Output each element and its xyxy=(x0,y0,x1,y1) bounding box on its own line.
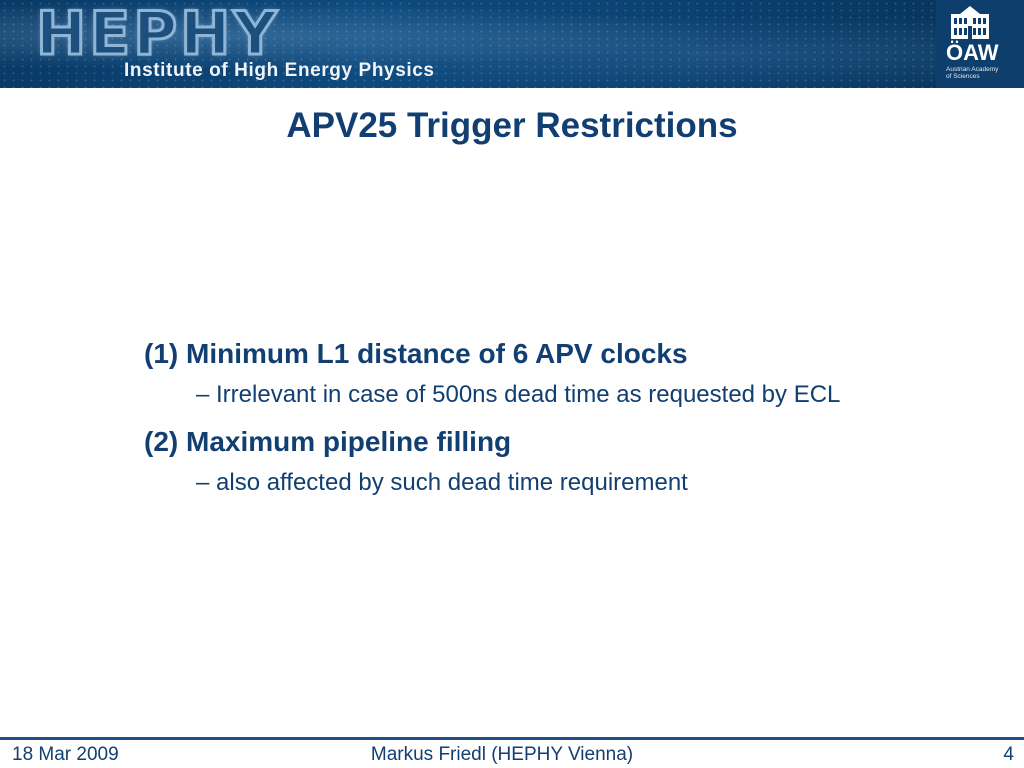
academy-name-line1: Austrian Academy xyxy=(946,66,999,73)
hephy-logo: HEPHY xyxy=(36,0,280,69)
header-banner xyxy=(0,0,1024,88)
oaw-wordmark: ÖAW xyxy=(946,40,999,65)
institute-name: Institute of High Energy Physics xyxy=(124,60,435,81)
slide-content xyxy=(144,334,884,500)
restriction-item-1: (1) Minimum L1 distance of 6 APV clocks xyxy=(144,338,688,369)
academy-name xyxy=(946,66,1020,80)
footer-author: Markus Friedl (HEPHY Vienna) xyxy=(370,744,634,765)
restriction-item-2-detail: – also affected by such dead time requirement xyxy=(196,469,688,496)
footer-date: 18 Mar 2009 xyxy=(12,744,119,765)
oaw-logo xyxy=(936,0,1024,88)
footer xyxy=(0,743,1024,767)
restriction-item-1-detail: – Irrelevant in case of 500ns dead time as requested by ECL xyxy=(196,381,841,408)
slide-title: APV25 Trigger Restrictions xyxy=(286,106,738,145)
page-number: 4 xyxy=(1003,744,1014,765)
academy-building-icon xyxy=(950,4,990,40)
restriction-item-2: (2) Maximum pipeline filling xyxy=(144,426,512,457)
footer-rule xyxy=(0,737,1024,740)
academy-name-line2: of Sciences xyxy=(946,73,980,80)
